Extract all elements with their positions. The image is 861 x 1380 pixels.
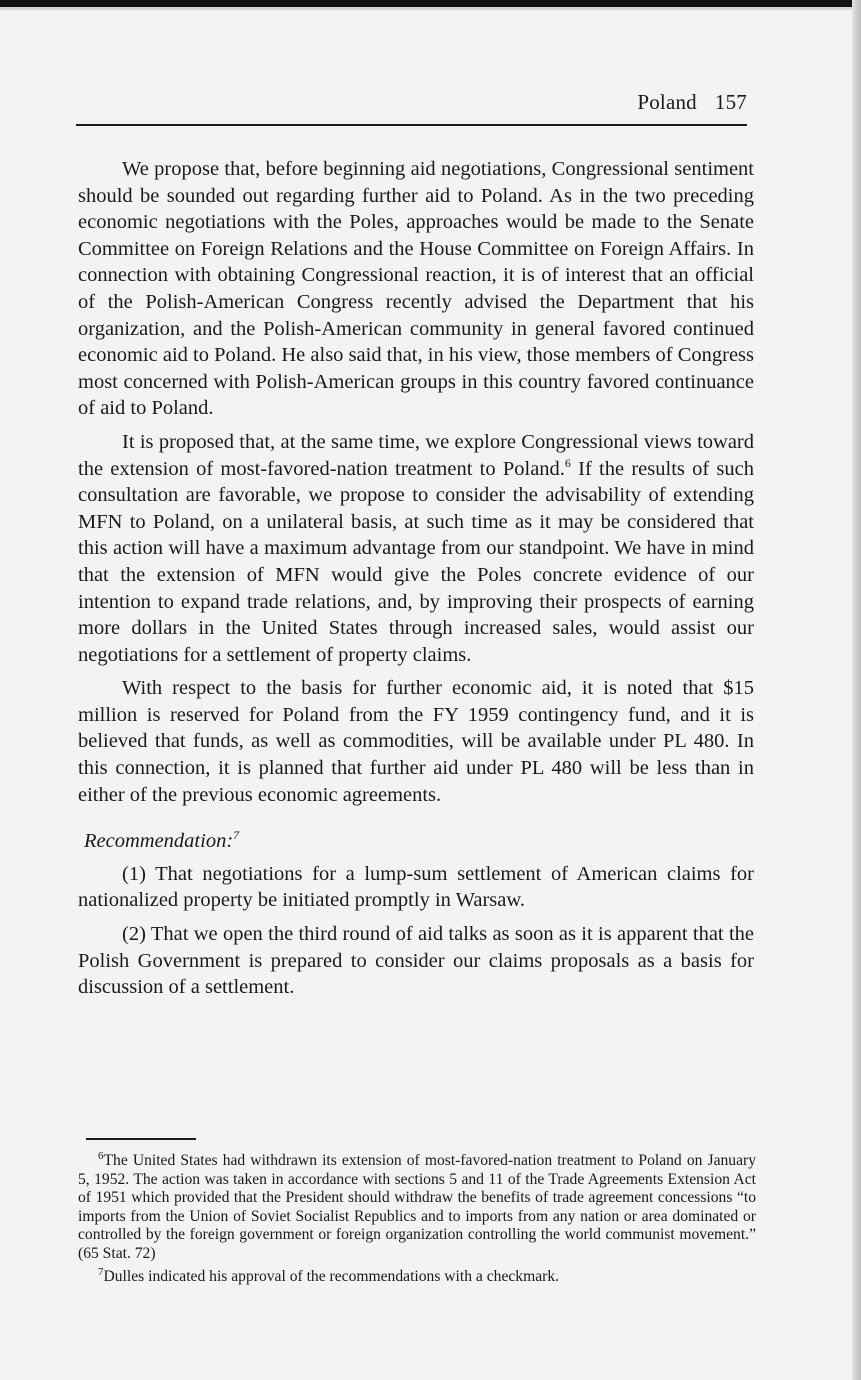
page-number: 157 <box>714 90 747 114</box>
recommendation-heading <box>78 828 754 855</box>
scan-top-border <box>0 0 861 7</box>
footnote-7 <box>78 1265 756 1287</box>
footnote-6-text: The United States had withdrawn its extension of most-favored-nation treatment to Poland on January 5, 1952. The action was taken in accordance with sections 5 and 11 of the Trade Agreements Extension Act of 1951 which provided that the President should withdraw the benefits of trade agreement concessions “to imports from the Union of Soviet Socialist Republics and to imports from any nation or area dominated or controlled by the foreign government or foreign organization controlling the world communist movement.” (65 Stat. 72) <box>78 1152 756 1262</box>
footnotes <box>78 1149 756 1290</box>
running-header <box>76 90 747 118</box>
footnote-7-number: 7 <box>98 1265 104 1278</box>
footnote-rule <box>86 1138 196 1140</box>
paragraph-1: We propose that, before beginning aid negotiations, Congressional sentiment should be sounded out regarding further aid to Poland. As in the two preceding economic negotiations with the Poles, approaches would be made to the Senate Committee on Foreign Relations and the House Committee on Foreign Affairs. In connection with obtaining Congressional reaction, it is of interest that an official of the Polish-American Congress recently advised the Department that his organization, and the Polish-American community in general favored continued economic aid to Poland. He also said that, in his view, those members of Congress most concerned with Polish-American groups in this country favored continuance of aid to Poland. <box>78 158 754 420</box>
main-text <box>78 156 754 1008</box>
recommendation-1: (1) That negotiations for a lump-sum settlement of American claims for nationalized property be initiated promptly in Warsaw. <box>78 862 754 912</box>
recommendation-heading-text: Recommendation: <box>84 830 234 853</box>
header-section-title: Poland <box>637 90 697 114</box>
paragraph-2-text-b: If the results of such consultation are favorable, we propose to consider the advisability of extending MFN to Poland, on a unilateral basis, at such time as it may be considered that this action will have a maximum advantage from our standpoint. We have in mind that the extension of MFN would give the Poles concrete evidence of our intention to expand trade relations, and, by improving their prospects of earning more dollars in the United States through increased sales, would assist our negotiations for a settlement of property claims. <box>78 457 754 666</box>
scan-right-edge <box>852 0 861 1380</box>
header-rule <box>76 124 747 126</box>
paragraph-2 <box>78 429 754 668</box>
scan-top-shadow <box>0 7 861 10</box>
paragraph-3: With respect to the basis for further economic aid, it is noted that $15 million is reserved for Poland from the FY 1959 contingency fund, and it is believed that funds, as well as commodities, will be available under PL 480. In this connection, it is planned that further aid under PL 480 will be less than in either of the previous economic agreements. <box>78 677 754 806</box>
footnote-7-text: Dulles indicated his approval of the recommendations with a checkmark. <box>103 1267 560 1285</box>
recommendation-2: (2) That we open the third round of aid talks as soon as it is apparent that the Polish Government is prepared to consider our claims proposals as a basis for discussion of a settlement. <box>78 923 754 999</box>
footnote-ref-7[interactable]: 7 <box>233 828 240 843</box>
footnote-6-number: 6 <box>98 1149 104 1162</box>
footnote-ref-6[interactable]: 6 <box>564 455 571 470</box>
footnote-6 <box>78 1149 756 1264</box>
paragraph-2-text-a: It is proposed that, at the same time, we explore Congressional views toward the extension of most-favored-nation treatment to Poland. <box>78 430 754 480</box>
